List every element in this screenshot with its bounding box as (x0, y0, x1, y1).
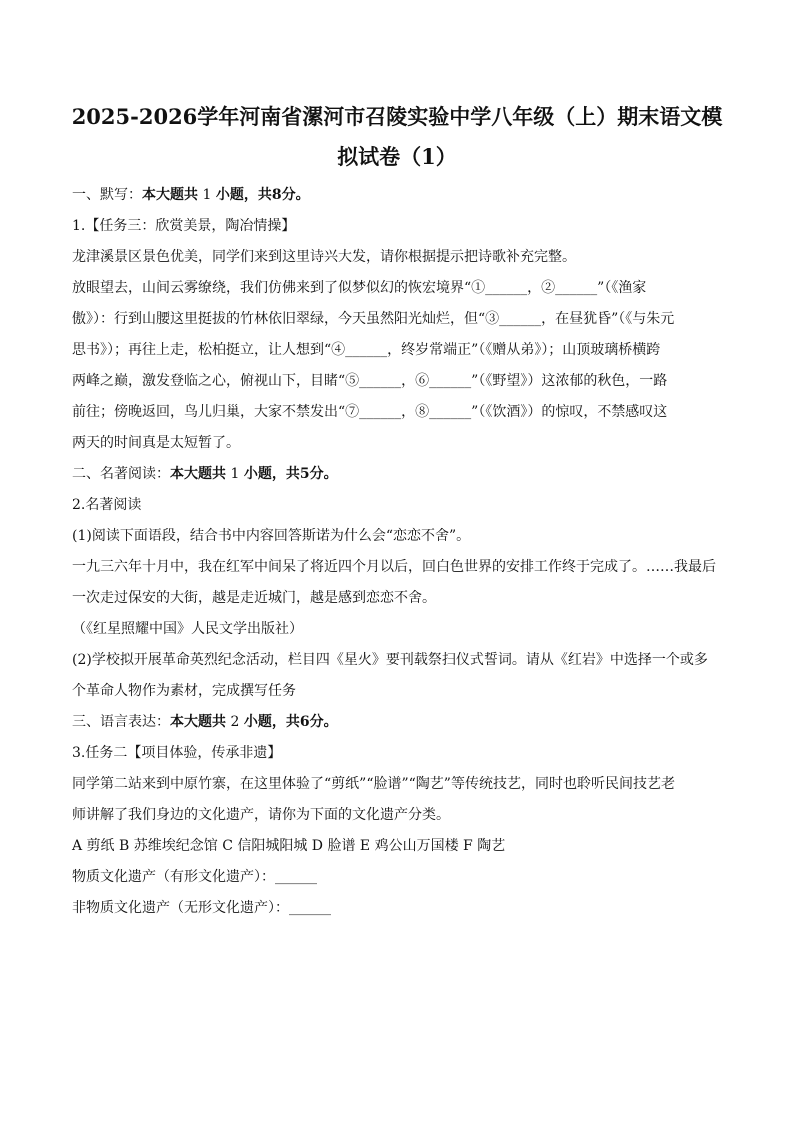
excerpt-line: 一次走过保安的大街，越是走近城门，越是感到恋恋不舍。 (72, 590, 436, 606)
excerpt-source: （《红星照耀中国》人民文学出版社） (72, 621, 303, 637)
question-2-sub1: (1)阅读下面语段，结合书中内容回答斯诺为什么会“恋恋不舍”。 (72, 528, 471, 544)
passage-line: 两天的时间真是太短暂了。 (72, 435, 240, 451)
excerpt-line: 一九三六年十月中，我在红军中间呆了将近四个月以后，回白色世界的安排工作终于完成了。……我最后 (72, 559, 716, 575)
passage-line: 放眼望去，山间云雾缭绕，我们仿佛来到了似梦似幻的恢宏境界“①______，②______”（《渔家 (72, 280, 647, 296)
intangible-heritage-answer: 非物质文化遗产（无形文化遗产）：______ (72, 900, 331, 916)
material-heritage-answer: 物质文化遗产（有形文化遗产）：______ (72, 869, 317, 885)
section-3-heading: 三、语言表达：本大题共 2 小题，共6分。 (72, 714, 338, 730)
passage-line: 思书》）；再往上走，松柏挺立，让人想到“④______，终岁常端正”（《赠从弟》）；山顶玻璃桥横跨 (72, 342, 661, 358)
passage-line: 两峰之巅，激发登临之心，俯视山下，目睹“⑤______，⑥______”（《野望》）这浓郁的秋色，一路 (72, 373, 668, 389)
question-3-title: 3.任务二【项目体验，传承非遗】 (72, 745, 282, 761)
passage-line: 前往；傍晚返回，鸟儿归巢，大家不禁发出“⑦______，⑧______”（《饮酒》）的惊叹，不禁感叹这 (72, 404, 668, 420)
heritage-options: A 剪纸 B 苏维埃纪念馆 C 信阳城阳城 D 脸谱 E 鸡公山万国楼 F 陶艺 (72, 838, 506, 854)
question-2-sub2: 个革命人物作为素材，完成撰写任务 (72, 683, 296, 699)
question-2-title: 2.名著阅读 (72, 497, 142, 513)
passage-line: 傲》）：行到山腰这里挺拔的竹林依旧翠绿，今天虽然阳光灿烂，但“③______，在昼犹昏”（《与朱元 (72, 311, 675, 327)
question-1-intro: 龙津溪景区景色优美，同学们来到这里诗兴大发，请你根据提示把诗歌补充完整。 (72, 249, 576, 265)
exam-title-line1: 2025-2026学年河南省漯河市召陵实验中学八年级（上）期末语文模 (71, 104, 723, 129)
exam-title-line2: 拟试卷（1） (337, 144, 457, 169)
section-1-heading: 一、默写：本大题共 1 小题，共8分。 (72, 187, 310, 203)
section-2-heading: 二、名著阅读：本大题共 1 小题，共5分。 (72, 466, 338, 482)
question-3-intro: 同学第二站来到中原竹寨，在这里体验了“剪纸”“脸谱”“陶艺”等传统技艺，同时也聆听民间技艺老 (72, 776, 675, 792)
question-3-intro: 师讲解了我们身边的文化遗产，请你为下面的文化遗产分类。 (72, 807, 450, 823)
question-1-title: 1.【任务三：欣赏美景，陶冶情操】 (72, 218, 296, 234)
question-2-sub2: (2)学校拟开展革命英烈纪念活动，栏目四《星火》要刊载祭扫仪式誓词。请从《红岩》中选择一个或多 (72, 652, 708, 668)
